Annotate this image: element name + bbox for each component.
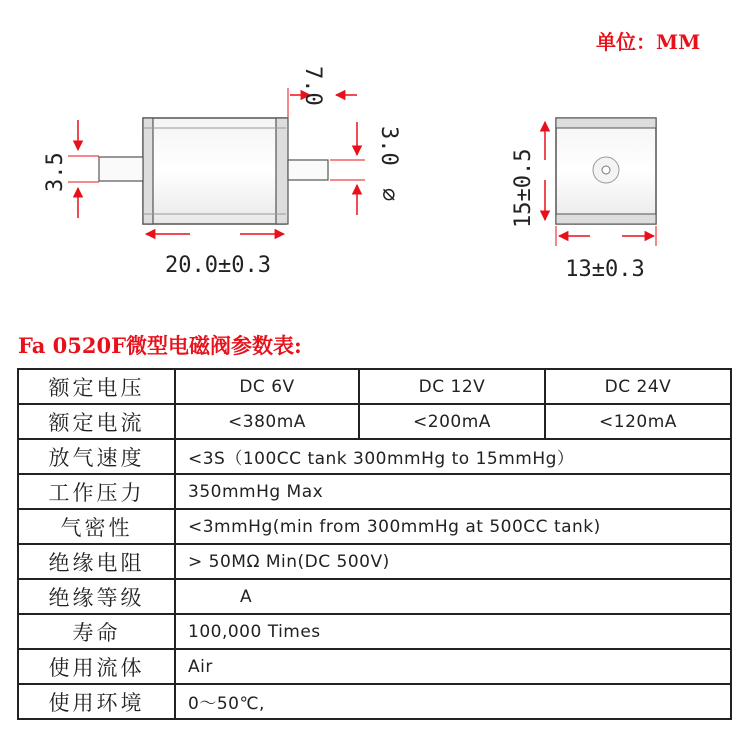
dim-cap-width: 7.0 <box>300 66 325 106</box>
table-row <box>18 439 731 474</box>
table-row <box>18 684 731 719</box>
voltage-6v: DC 6V <box>175 369 359 404</box>
table-row <box>18 509 731 544</box>
dim-length: 20.0±0.3 <box>165 253 271 278</box>
spec-table <box>17 368 732 720</box>
unit-label: 单位：MM <box>596 30 701 54</box>
table-row <box>18 474 731 509</box>
dim-end-height: 15±0.5 <box>511 148 536 228</box>
row-label: 绝缘等级 <box>18 579 175 614</box>
row-label: 气密性 <box>18 509 175 544</box>
side-view <box>43 66 401 278</box>
valve-left-nozzle <box>99 157 143 181</box>
lifespan-value: 100,000 Times <box>175 614 731 649</box>
row-label: 使用环境 <box>18 684 175 719</box>
current-24v: <120mA <box>545 404 731 439</box>
working-pressure-value: 350mmHg Max <box>175 474 731 509</box>
current-6v: <380mA <box>175 404 359 439</box>
current-12v: <200mA <box>359 404 545 439</box>
table-row <box>18 649 731 684</box>
dim-nozzle-height: 3.5 <box>43 152 68 192</box>
row-label: 绝缘电阻 <box>18 544 175 579</box>
row-label: 放气速度 <box>18 439 175 474</box>
table-row <box>18 579 731 614</box>
table-title: Fa 0520F微型电磁阀参数表: <box>18 333 302 358</box>
table-row <box>18 404 731 439</box>
airtightness-value: <3mmHg(min from 300mmHg at 500CC tank) <box>175 509 731 544</box>
valve-right-cap <box>276 118 288 224</box>
table-row <box>18 544 731 579</box>
row-label: 工作压力 <box>18 474 175 509</box>
valve-body <box>143 118 286 224</box>
voltage-24v: DC 24V <box>545 369 731 404</box>
row-label: 使用流体 <box>18 649 175 684</box>
row-label: 额定电压 <box>18 369 175 404</box>
exhaust-speed-value: <3S（100CC tank 300mmHg to 15mmHg） <box>175 439 731 474</box>
valve-left-cap <box>143 118 153 224</box>
fluid-value: Air <box>175 649 731 684</box>
dim-diameter: 3.0 <box>376 126 401 166</box>
voltage-12v: DC 12V <box>359 369 545 404</box>
table-row <box>18 614 731 649</box>
diameter-symbol: ∅ <box>376 188 401 202</box>
end-view <box>511 118 656 282</box>
insulation-resistance-value: > 50MΩ Min(DC 500V) <box>175 544 731 579</box>
environment-value: 0～50℃, <box>175 684 731 719</box>
dimension-drawing <box>0 0 750 300</box>
row-label: 寿命 <box>18 614 175 649</box>
dim-end-width: 13±0.3 <box>565 257 645 282</box>
table-row <box>18 369 731 404</box>
end-port-inner <box>602 166 610 174</box>
insulation-class-value: A <box>175 579 731 614</box>
row-label: 额定电流 <box>18 404 175 439</box>
valve-right-nozzle <box>288 160 328 180</box>
